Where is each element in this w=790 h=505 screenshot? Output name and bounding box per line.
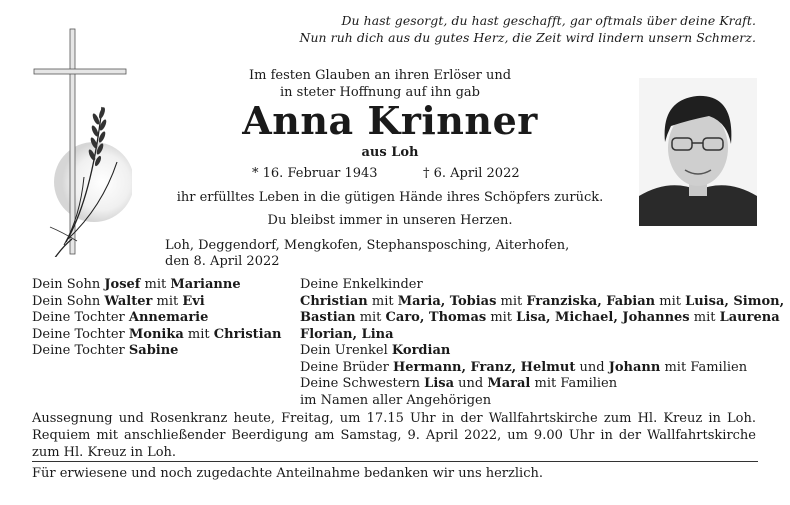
portrait-photo bbox=[639, 78, 757, 226]
family-children bbox=[32, 277, 282, 360]
hearts-text: Du bleibst immer in unseren Herzen. bbox=[267, 213, 513, 228]
grandchildren-label: Deine Enkelkinder bbox=[300, 277, 423, 292]
places-text: Loh, Deggendorf, Mengkofen, Stephansposching, Aiterhofen, bbox=[165, 238, 570, 253]
deceased-origin: aus Loh bbox=[361, 145, 419, 160]
list-item: Deine Schwestern Lisa und Maral mit Familien bbox=[300, 376, 618, 391]
birth-date: * 16. Februar 1943 bbox=[252, 166, 378, 181]
list-item: Deine Tochter Monika mit Christian bbox=[32, 326, 282, 342]
death-date: † 6. April 2022 bbox=[423, 166, 520, 181]
cross-with-wheat-icon bbox=[32, 27, 132, 257]
faith-line-1: Im festen Glauben an ihren Erlöser und bbox=[248, 68, 512, 83]
list-item: Florian, Lina bbox=[300, 326, 394, 342]
list-item: Dein Sohn Josef mit Marianne bbox=[32, 277, 241, 292]
family-extended bbox=[300, 277, 784, 409]
divider bbox=[32, 461, 758, 462]
faith-line-2: in steter Hoffnung auf ihn gab bbox=[280, 85, 480, 100]
list-item: Dein Urenkel Kordian bbox=[300, 343, 451, 358]
list-item: Bastian mit Caro, Thomas mit Lisa, Michael, Johannes mit Laurena bbox=[300, 310, 780, 325]
motto-line-2: Nun ruh dich aus du gutes Herz, die Zeit wird lindern unsern Schmerz. bbox=[299, 30, 756, 45]
motto-verse bbox=[236, 12, 756, 46]
list-item: Deine Tochter Annemarie bbox=[32, 310, 209, 325]
life-text: ihr erfülltes Leben in die gütigen Hände ihres Schöpfers zurück. bbox=[176, 190, 604, 205]
list-item: Christian mit Maria, Tobias mit Franziska, Fabian mit Luisa, Simon, bbox=[300, 293, 785, 309]
deceased-name: Anna Krinner bbox=[242, 98, 538, 143]
motto-line-1: Du hast gesorgt, du hast geschafft, gar oftmals über deine Kraft. bbox=[341, 13, 756, 28]
list-item: Dein Sohn Walter mit Evi bbox=[32, 293, 205, 309]
date-text: den 8. April 2022 bbox=[165, 254, 280, 269]
list-item: Deine Brüder Hermann, Franz, Helmut und Johann mit Familien bbox=[300, 359, 748, 375]
list-item: Deine Tochter Sabine bbox=[32, 343, 179, 358]
thanks-text: Für erwiesene und noch zugedachte Anteilnahme bedanken wir uns herzlich. bbox=[32, 466, 543, 481]
relatives-line: im Namen aller Angehörigen bbox=[300, 392, 492, 408]
places-and-date bbox=[165, 238, 569, 270]
faith-intro bbox=[180, 67, 580, 101]
service-details: Aussegnung und Rosenkranz heute, Freitag, um 17.15 Uhr in der Wallfahrtskirche zum Hl. Kreuz in Loh. Requiem mit anschließender Beerdigung am Samstag, 9. April 2022, um 9.00 Uhr in der Wallfahrtskirche zum Hl. Kreuz in Loh. bbox=[32, 411, 756, 460]
